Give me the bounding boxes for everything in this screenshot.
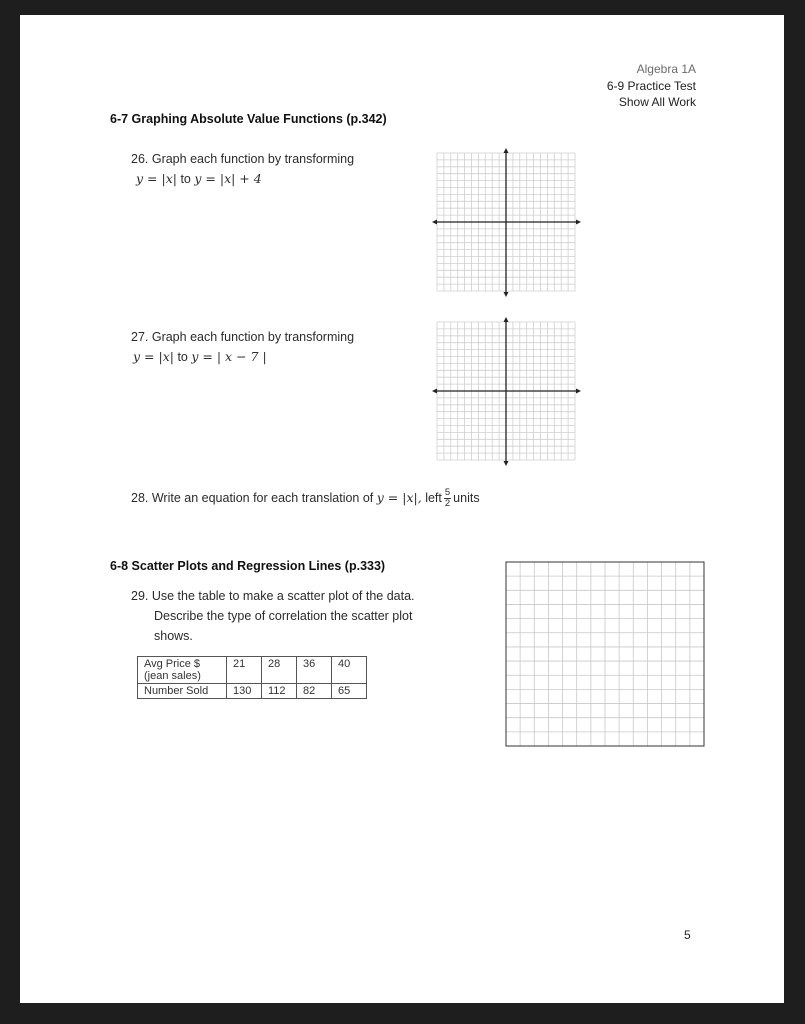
- data-table: [137, 656, 367, 699]
- question-28-text: 28. Write an equation for each translation of: [131, 491, 374, 505]
- question-28-units: units: [453, 491, 480, 505]
- table-cell-price: 40: [332, 657, 367, 684]
- table-cell-sold: 112: [262, 684, 297, 699]
- question-28: [131, 488, 480, 509]
- x-axis-arrow-right: [576, 389, 581, 394]
- fraction-denominator: 2: [444, 498, 451, 510]
- coordinate-grid-26[interactable]: [432, 148, 582, 298]
- page-number: 5: [684, 928, 691, 942]
- table-cell-price: 36: [297, 657, 332, 684]
- table-cell-price: 21: [227, 657, 262, 684]
- question-28-eq: y = |x|,: [376, 490, 422, 505]
- question-26-eq-b: y = |x| + 4: [194, 171, 262, 186]
- question-26-to: to: [180, 172, 191, 186]
- y-axis-arrow-down: [504, 292, 509, 297]
- table-cell-price: 28: [262, 657, 297, 684]
- x-axis-arrow-left: [432, 389, 437, 394]
- instructions: Show All Work: [618, 95, 696, 109]
- fraction-five-halves: [444, 488, 451, 509]
- header-block: [607, 61, 696, 111]
- table-cell-sold: 82: [297, 684, 332, 699]
- y-axis-arrow-up: [504, 317, 509, 322]
- table-cell-sold: 130: [227, 684, 262, 699]
- table-cell-price-label: Avg Price $ (jean sales): [138, 657, 227, 684]
- question-26-eq-a: y = |x|: [136, 171, 177, 186]
- table-row-price: [138, 657, 367, 684]
- section-title-6-8: 6-8 Scatter Plots and Regression Lines (p.333): [110, 559, 386, 573]
- question-26-text: 26. Graph each function by transforming: [131, 152, 355, 166]
- table-row-sold: [138, 684, 367, 699]
- y-axis-arrow-down: [504, 461, 509, 466]
- test-name: 6-9 Practice Test: [606, 78, 696, 93]
- question-29: [131, 586, 415, 646]
- section-title-6-7: 6-7 Graphing Absolute Value Functions (p.342): [110, 112, 387, 126]
- x-axis-arrow-left: [432, 220, 437, 225]
- question-29-line1: 29. Use the table to make a scatter plot of the data.: [131, 589, 415, 603]
- worksheet-page: [20, 15, 784, 1003]
- question-28-left: left: [425, 491, 442, 505]
- question-27: [131, 327, 354, 367]
- question-27-text: 27. Graph each function by transforming: [131, 330, 355, 344]
- question-29-line2: Describe the type of correlation the scatter plot: [154, 609, 413, 623]
- scatter-plot-grid[interactable]: [504, 560, 708, 750]
- question-29-line3: shows.: [154, 629, 193, 643]
- table-cell-sold: 65: [332, 684, 367, 699]
- course-name: Algebra 1A: [636, 62, 696, 76]
- table-cell-sold-label: Number Sold: [138, 684, 227, 699]
- question-26: [131, 149, 354, 189]
- question-27-to: to: [177, 350, 188, 364]
- x-axis-arrow-right: [576, 220, 581, 225]
- question-27-eq-a: y = |x|: [133, 349, 174, 364]
- question-27-eq-b: y = | x − 7 |: [191, 349, 267, 364]
- coordinate-grid-27[interactable]: [432, 317, 582, 467]
- fraction-numerator: 5: [444, 487, 451, 499]
- y-axis-arrow-up: [504, 148, 509, 153]
